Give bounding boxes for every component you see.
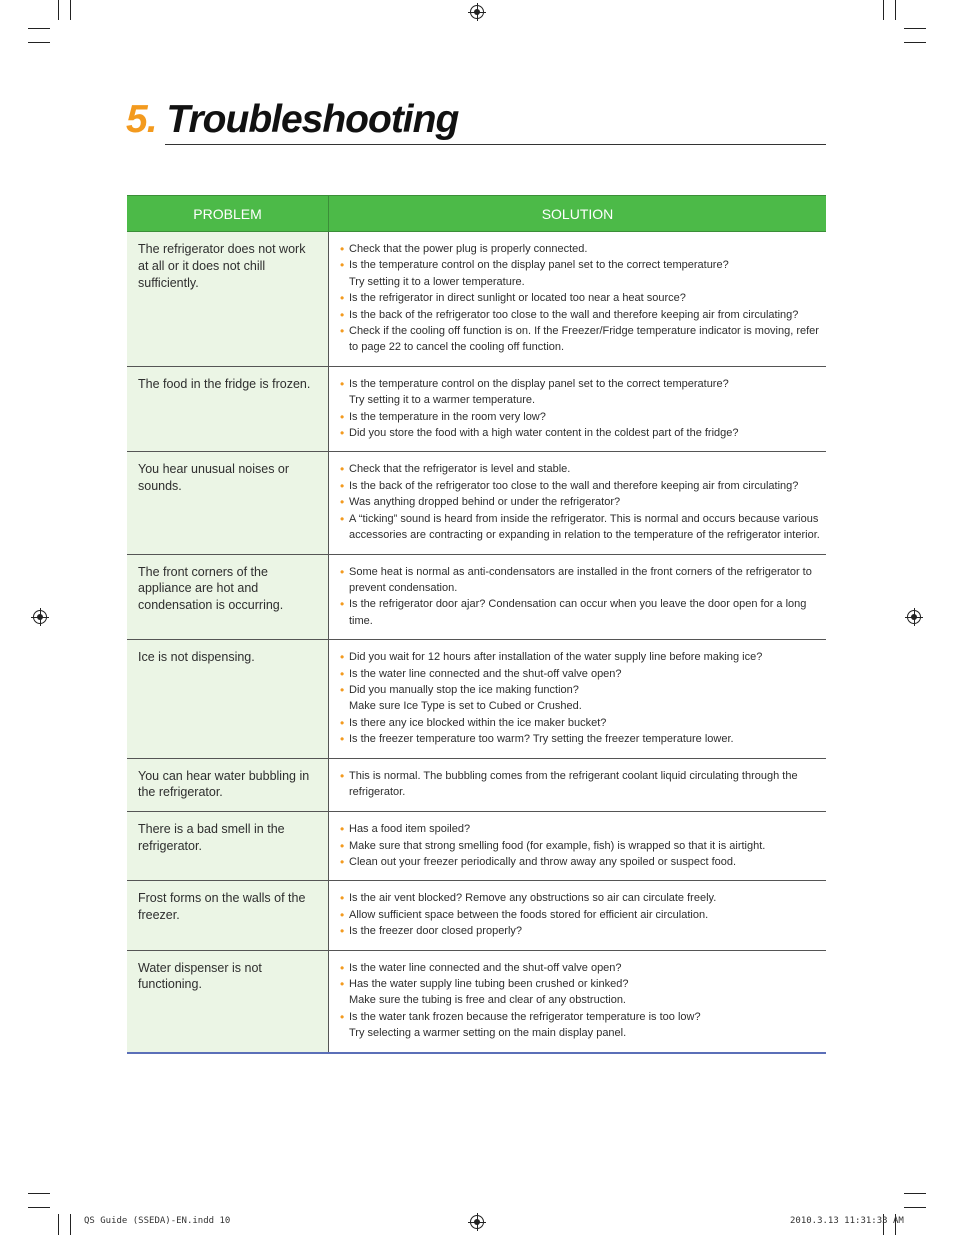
solution-item: • Is the refrigerator in direct sunlight or located too near a heat source?: [340, 290, 820, 306]
table-row: [127, 812, 826, 881]
section-title: Troubleshooting: [166, 98, 459, 141]
crop-mark: [58, 0, 59, 20]
table-row: [127, 452, 826, 554]
solution-item: • Check that the refrigerator is level and stable.: [340, 461, 820, 477]
solution-item: • Make sure that strong smelling food (for example, fish) is wrapped so that it is airtight.: [340, 838, 820, 854]
solution-item: • Is the water line connected and the shut-off valve open?: [340, 960, 820, 976]
title-underline: [165, 144, 826, 145]
problem-cell: Frost forms on the walls of the freezer.: [127, 881, 329, 950]
solution-cell: [329, 554, 827, 640]
solution-item: • Did you store the food with a high water content in the coldest part of the fridge?: [340, 425, 820, 441]
solution-list: [340, 649, 820, 747]
solution-item: • Clean out your freezer periodically and throw away any spoiled or suspect food.: [340, 854, 820, 870]
problem-cell: There is a bad smell in the refrigerator.: [127, 812, 329, 881]
solution-item: • Is the refrigerator door ajar? Condensation can occur when you leave the door open for a long time.: [340, 596, 820, 629]
solution-item: • Allow sufficient space between the foods stored for efficient air circulation.: [340, 907, 820, 923]
solution-list: [340, 564, 820, 630]
problem-cell: Ice is not dispensing.: [127, 640, 329, 758]
table-row: [127, 366, 826, 452]
crop-mark: [904, 1207, 926, 1208]
crop-mark: [895, 0, 896, 20]
solution-cell: [329, 232, 827, 367]
problem-cell: The front corners of the appliance are hot and condensation is occurring.: [127, 554, 329, 640]
problem-cell: You hear unusual noises or sounds.: [127, 452, 329, 554]
solution-item: • This is normal. The bubbling comes from the refrigerant coolant liquid circulating through the refrigerator.: [340, 768, 820, 801]
section-number: 5.: [126, 98, 157, 141]
table-row: [127, 950, 826, 1053]
problem-cell: You can hear water bubbling in the refrigerator.: [127, 758, 329, 812]
solution-item: • Is the back of the refrigerator too close to the wall and therefore keeping air from circulating?: [340, 307, 820, 323]
solution-item: • Has a food item spoiled?: [340, 821, 820, 837]
solution-item: • Some heat is normal as anti-condensators are installed in the front corners of the refrigerator to prevent condensation.: [340, 564, 820, 597]
solution-cell: [329, 812, 827, 881]
registration-mark-icon: [907, 610, 921, 624]
crop-mark: [904, 1193, 926, 1194]
table-row: [127, 232, 826, 367]
solution-item: • Is the back of the refrigerator too close to the wall and therefore keeping air from circulating?: [340, 478, 820, 494]
footer-file-info: QS Guide (SSEDA)-EN.indd 10: [84, 1216, 231, 1226]
solution-list: [340, 768, 820, 801]
solution-list: [340, 461, 820, 543]
solution-item: • Check that the power plug is properly connected.: [340, 241, 820, 257]
solution-list: [340, 960, 820, 1042]
solution-item: • Did you manually stop the ice making function? Make sure Ice Type is set to Cubed or Crushed.: [340, 682, 820, 715]
crop-mark: [70, 0, 71, 20]
problem-cell: The food in the fridge is frozen.: [127, 366, 329, 452]
crop-mark: [70, 1214, 71, 1235]
solution-item: • Is the freezer door closed properly?: [340, 923, 820, 939]
solution-item: • Check if the cooling off function is on. If the Freezer/Fridge temperature indicator is moving, refer to page 22 to cancel the cooling off function.: [340, 323, 820, 356]
solution-column-header: SOLUTION: [329, 196, 827, 232]
solution-list: [340, 376, 820, 442]
solution-item: • Is the water line connected and the shut-off valve open?: [340, 666, 820, 682]
solution-item: • Is the temperature control on the display panel set to the correct temperature? Try setting it to a lower temperature.: [340, 257, 820, 290]
solution-item: • Was anything dropped behind or under the refrigerator?: [340, 494, 820, 510]
problem-cell: Water dispenser is not functioning.: [127, 950, 329, 1053]
table-body: [127, 232, 826, 1053]
solution-cell: [329, 640, 827, 758]
solution-item: • A “ticking” sound is heard from inside the refrigerator. This is normal and occurs because various accessories are contracting or expanding in relation to the temperature of the refrigerator interior.: [340, 511, 820, 544]
solution-cell: [329, 452, 827, 554]
crop-mark: [58, 1214, 59, 1235]
crop-mark: [28, 42, 50, 43]
registration-mark-icon: [470, 5, 484, 19]
solution-cell: [329, 366, 827, 452]
crop-mark: [904, 28, 926, 29]
solution-cell: [329, 881, 827, 950]
solution-item: • Has the water supply line tubing been crushed or kinked? Make sure the tubing is free and clear of any obstruction.: [340, 976, 820, 1009]
registration-mark-icon: [470, 1215, 484, 1229]
problem-cell: The refrigerator does not work at all or it does not chill sufficiently.: [127, 232, 329, 367]
crop-mark: [28, 1193, 50, 1194]
solution-item: • Is there any ice blocked within the ice maker bucket?: [340, 715, 820, 731]
solution-item: • Is the air vent blocked? Remove any obstructions so air can circulate freely.: [340, 890, 820, 906]
table-header-row: [127, 196, 826, 232]
crop-mark: [904, 42, 926, 43]
crop-mark: [28, 1207, 50, 1208]
solution-item: • Did you wait for 12 hours after installation of the water supply line before making ice?: [340, 649, 820, 665]
solution-list: [340, 821, 820, 870]
troubleshooting-table: [127, 195, 826, 1054]
crop-mark: [883, 0, 884, 20]
solution-item: • Is the temperature in the room very low?: [340, 409, 820, 425]
solution-item: • Is the freezer temperature too warm? Try setting the freezer temperature lower.: [340, 731, 820, 747]
solution-item: • Is the water tank frozen because the refrigerator temperature is too low? Try selecting a warmer setting on the main display panel.: [340, 1009, 820, 1042]
solution-cell: [329, 950, 827, 1053]
page-title: [126, 98, 458, 142]
crop-mark: [28, 28, 50, 29]
footer-timestamp: 2010.3.13 11:31:33 AM: [790, 1216, 904, 1226]
registration-mark-icon: [33, 610, 47, 624]
solution-item: • Is the temperature control on the display panel set to the correct temperature? Try setting it to a warmer temperature.: [340, 376, 820, 409]
table-row: [127, 640, 826, 758]
solution-list: [340, 241, 820, 356]
problem-column-header: PROBLEM: [127, 196, 329, 232]
table-row: [127, 758, 826, 812]
solution-cell: [329, 758, 827, 812]
table-row: [127, 881, 826, 950]
solution-list: [340, 890, 820, 939]
table-row: [127, 554, 826, 640]
